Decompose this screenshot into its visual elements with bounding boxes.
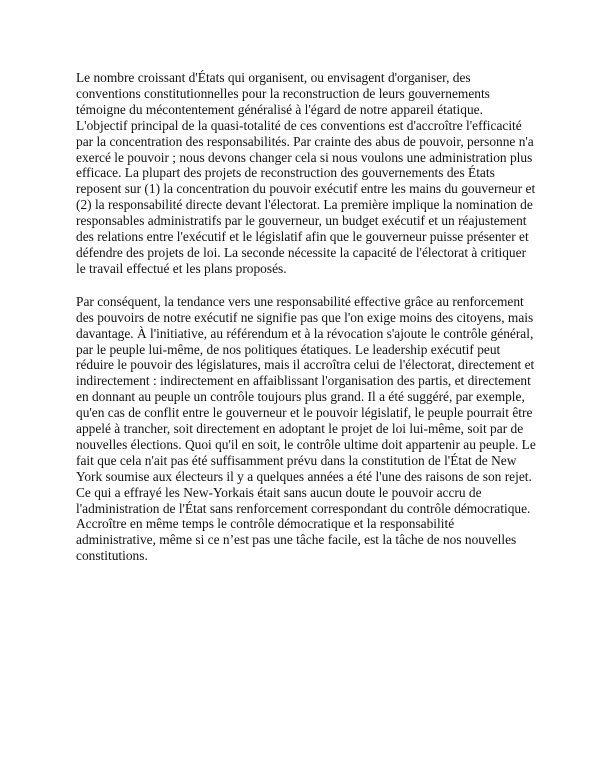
paragraph-1: Le nombre croissant d'États qui organisent, ou envisagent d'organiser, des conventions constitutionnelles pour la reconstruction de leurs gouvernements témoigne du mécontentement généralisé à l'égard de notre appareil étatique. L'objectif principal de la quasi-totalité de ces conventions est d'accroître l'efficacité par la concentration des responsabilités. Par crainte des abus de pouvoir, personne n'a exercé le pouvoir ; nous devons changer cela si nous voulons une administration plus efficace. La plupart des projets de reconstruction des gouvernements des États reposent sur (1) la concentration du pouvoir exécutif entre les mains du gouverneur et (2) la responsabilité directe devant l'électorat. La première implique la nomination de responsables administratifs par le gouverneur, un budget exécutif et un réajustement des relations entre l'exécutif et le législatif afin que le gouverneur puisse présenter et défendre des projets de loi. La seconde nécessite la capacité de l'électorat à critiquer le travail effectué et les plans proposés.: [76, 70, 536, 276]
paragraph-2: Par conséquent, la tendance vers une responsabilité effective grâce au renforcement des pouvoirs de notre exécutif ne signifie pas que l'on exige moins des citoyens, mais davantage. À l'initiative, au référendum et à la révocation s'ajoute le contrôle général, par le peuple lui-même, de nos politiques étatiques. Le leadership exécutif peut réduire le pouvoir des législatures, mais il accroîtra celui de l'électorat, directement et indirectement : indirectement en affaiblissant l'organisation des partis, et directement en donnant au peuple un contrôle toujours plus grand. Il a été suggéré, par exemple, qu'en cas de conflit entre le gouverneur et le pouvoir législatif, le peuple pourrait être appelé à trancher, soit directement en adoptant le projet de loi lui-même, soit par de nouvelles élections. Quoi qu'il en soit, le contrôle ultime doit appartenir au peuple. Le fait que cela n'ait pas été suffisamment prévu dans la constitution de l'État de New York soumise aux électeurs il y a quelques années a été l'une des raisons de son rejet. Ce qui a effrayé les New-Yorkais était sans aucun doute le pouvoir accru de l'administration de l'État sans renforcement correspondant du contrôle démocratique. Accroître en même temps le contrôle démocratique et la responsabilité administrative, même si ce n’est pas une tâche facile, est la tâche de nos nouvelles constitutions.: [76, 293, 536, 564]
document-body: [76, 70, 536, 581]
